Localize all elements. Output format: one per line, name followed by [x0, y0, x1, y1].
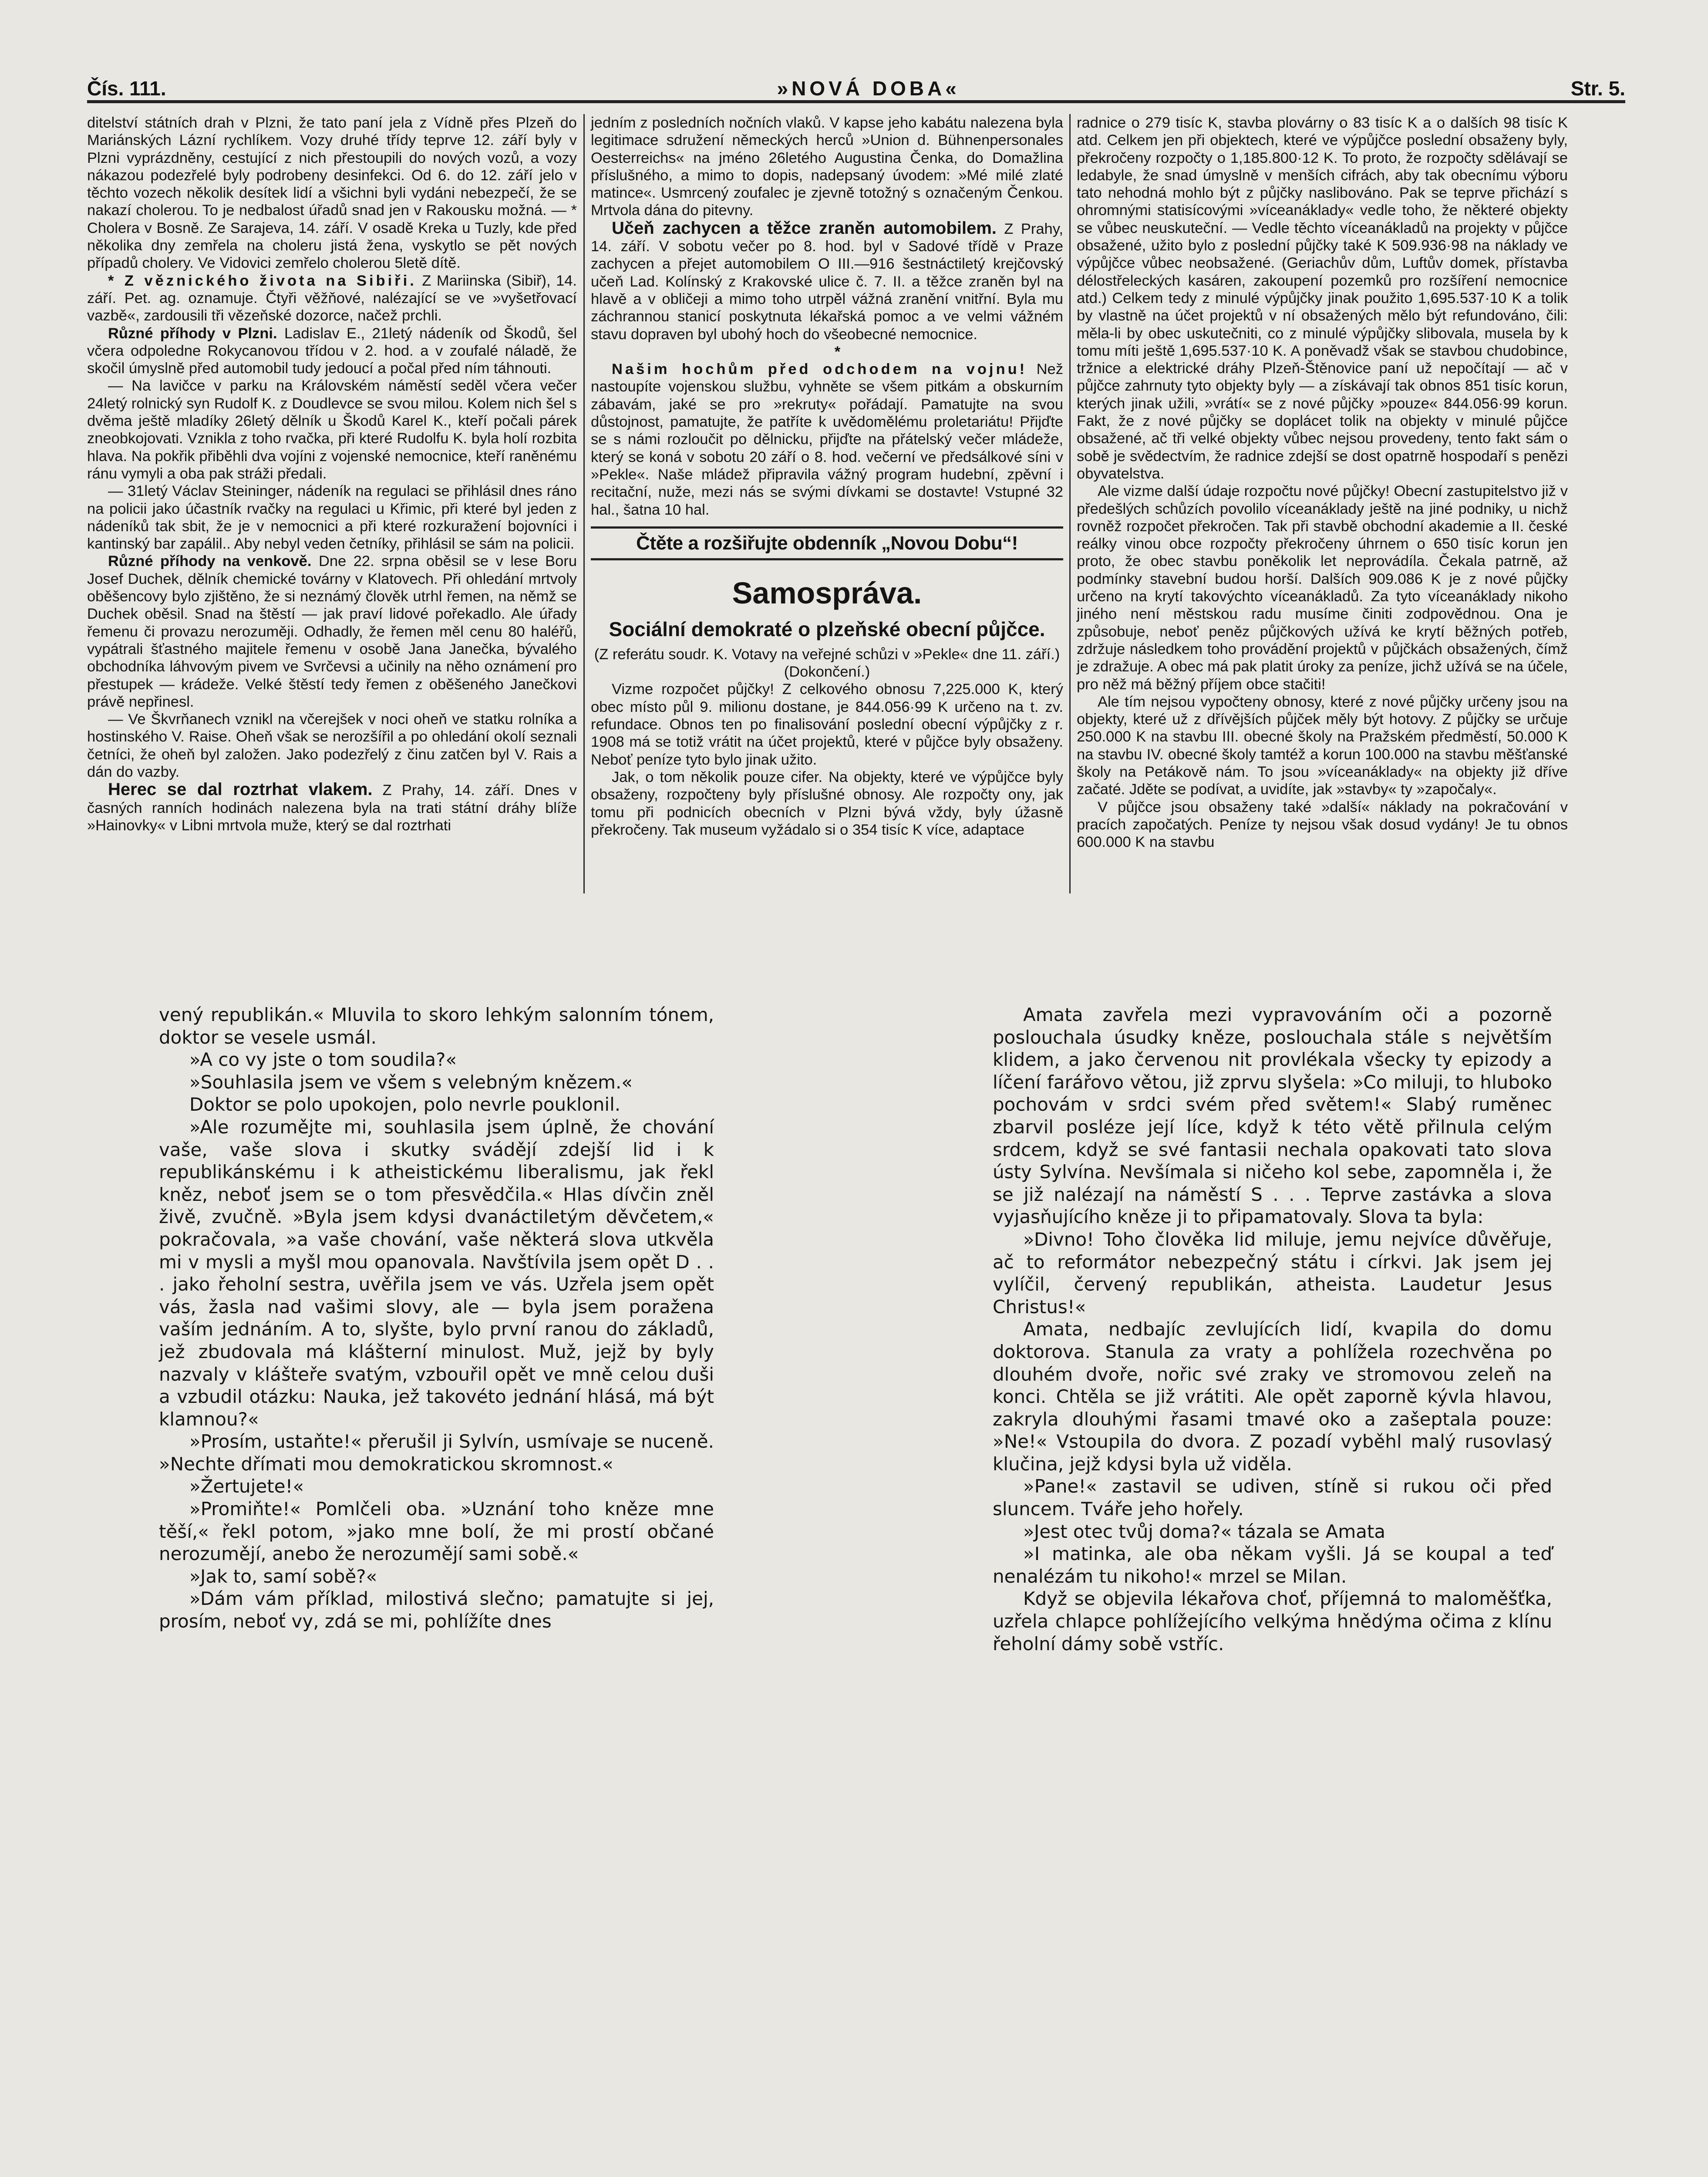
feuilleton-left [159, 1004, 714, 1983]
paragraph: — Na lavičce v parku na Královském náměstí seděl včera večer 24letý rolnický syn Rudolf K. z Doudlevce se svou milou. Kolem nich šel s dvěma ještě mladíky 26letý dělník u Škodů Karel K., kteří počali párek zneobkojovati. Vznikla z toho rvačka, při které Rudolfu K. byla holí rozbita hlava. Na pokřik přiběhli dva vojíni z vojenské nemocnice, kteří raněnému ránu vymyli a oba pak stráži předali. [87, 377, 577, 482]
headline: Různé příhody na venkově. [108, 553, 312, 570]
paragraph: »Žertujete!« [189, 1476, 304, 1497]
paragraph: »Ale rozumějte mi, souhlasila jsem úplně, že chování vaše, vaše slova i skutky svádějí zdejší lid i k republikánskému i k atheistickému liberalismu, jak řekl kněz, neboť jsem se o tom přesvědčila.« Hlas dívčin zněl živě, zvučně. »Byla jsem kdysi dvanáctiletým děvčetem,« pokračovala, »a vaše chování, vaše některá slova utkvěla mi v mysli a myšl mou opanovala. Navštívila jsem opět D . . . jako řeholní sestra, uvěřila jsem ve vás. Uzřela jsem opět vás, žasla nad vašimi slovy, ale — byla jsem poražena vaším jednáním. A to, slyšte, bylo první ranou do základů, jež zbudovala má klášterní minulost. Muž, jejž by byly nazvaly v klášteře svatým, vzbouřil opět ve mně celou duši a vzbudil otázku: Nauka, jež takovéto jednání hlásá, má být klamnou?« [159, 1116, 714, 1430]
headline: * Z věznického života na Sibiři. [108, 272, 417, 289]
newspaper-title: »NOVÁ DOBA« [777, 77, 960, 100]
paragraph: Ale vizme další údaje rozpočtu nové půjčky! Obecní zastupitelstvo již v předešlých schůzích povolilo víceanáklady ještě na jiné podniky, u nichž rovněž rozpočet překročen. Tak při stavbě obchodní akademie a II. české reálky vinou obce rozpočty překročeny úhrnem o 650 tisíc korun jen proto, že obec stavbu poněkolik let neprovádíla. Čekala patrně, až podmínky stavební budou horší. Dalších 909.086 K je z nové půjčky určeno na krytí takovýchto víceanákladů. Za tyto víceanáklady nikoho jiného není městskou radu musíme činiti zodpovědnou. Ona je způsobuje, neboť peněz půjčkových užívá ke krytí běžných potřeb, zdržuje následkem toho provádění projektů v půjčkách obsažených, čímž je zdražuje. A obec má pak platit úroky za peníze, jichž užívá se na účele, pro něž má běžný příjem obce stačiti! [1077, 483, 1568, 693]
paragraph-text: Než nastoupíte vojenskou službu, vyhněte se všem pitkám a obskurním zábavám, jaké se pro »rekruty« pořádají. Pamatujte na svou důstojnost, pamatujte, že patříte k uvědomělému proletariátu! Přijďte se s námi rozloučit po dělnicku, přijďte na přátelský večer mládeže, který se koná v sobotu 20 září o 8. hod. večerní ve předsálkové síni v »Pekle«. Naše mládež připravila vážný program hudební, zpěvní i recitační, nuže, mezi nás se svými dívkami se dostavte! Vstupné 32 hal., šatna 10 hal. [591, 361, 1063, 518]
paragraph: Amata, nedbajíc zevlujících lidí, kvapila do domu doktorova. Stanula za vraty a pohlížela rozechvěna po dlouhém dvoře, nořic své zraky ve stromovou zeleň na konci. Chtěla se již vrátiti. Ale opět zaporně kývla hlavou, zakryla dlouhými řasami tmavé oko a zašeptala pouze: »Ne!« Vstoupila do dvora. Z pozadí vyběhl malý rusovlasý klučina, jejž kdysi byla už viděla. [993, 1318, 1552, 1475]
paragraph [87, 553, 577, 711]
headline: Učeň zachycen a těžce zraněn automobilem. [612, 218, 997, 238]
issue-number: Čís. 111. [87, 77, 166, 100]
article-subtitle: (Z referátu soudr. K. Votavy na veřejné schůzi v »Pekle« dne 11. září.) [594, 646, 1060, 663]
page-header [87, 65, 1625, 103]
column-divider [1069, 114, 1071, 893]
paragraph: Ale tím nejsou vypočteny obnosy, které z nové půjčky určeny jsou na objekty, které už z dřívějších půjček měly být hotovy. Z půjčky se určuje 250.000 K na stavbu III. obecné školy na Pražském předměstí, 50.000 K na stavbu IV. obecné školy tamtéž a korun 100.000 na stavbu měšťanské školy na Petákově nám. To jsou »víceanáklady« na objekty již dříve začaté. Jděte se podívat, a uvidíte, jak »stavby« ty »započaly«. [1077, 693, 1568, 798]
news-column-3 [1077, 114, 1568, 893]
paragraph: »I matinka, ale oba někam vyšli. Já se koupal a teď nenalézám tu nikoho!« mrzel se Milan. [993, 1543, 1552, 1587]
article-title: Sociální demokraté o plzeňské obecní půjčce. [609, 617, 1045, 640]
news-column-1 [87, 114, 577, 889]
paragraph: ditelství státních drah v Plzni, že tato paní jela z Vídně přes Plzeň do Mariánských Lázní rychlíkem. Vozy druhé třídy teprve 12. září byly v Plzni vyprázdněny, cestující z nich přestoupili do nových vozů, a vozy nákazou podezřelé byly podrobeny desinfekci. Od 6. do 12. září jelo v těchto vozech několik desítek lidí a všichni byli vydáni nebezpečí, že se nakazí cholerou. To je nedbalost úřadů snad jen v Rakousku možná. — * Cholera v Bosně. Ze Sarajeva, 14. září. V osadě Kreka u Tuzly, kde před několika dny zemřela na choleru jistá žena, vyskytlo se pět nových případů cholery. Ve Vidovici zemřelo cholerou 5letě dítě. [87, 115, 577, 272]
paragraph: »Pane!« zastavil se udiven, stíně si rukou oči před sluncem. Tváře jeho hořely. [993, 1476, 1552, 1520]
paragraph: »Souhlasila jsem ve všem s velebným knězem.« [189, 1071, 633, 1093]
paragraph: radnice o 279 tisíc K, stavba plovárny o 83 tisíc K a o dalších 98 tisíc K atd. Celkem jen při objektech, které ve výpůjčce poslední obsaženy byly, překročeny rozpočty o 1,185.800·12 K. To proto, že rozpočty sdělávají se ledabyle, že snad úmyslně v menších cifrách, aby tak obecnímu výboru tato nehodná mohlo být z půjčky naslibováno. Pak se teprve přichází s ohromnými statisícovými »víceanáklady« vedle toho, že některé objekty se vůbec neuskuteční. — Vedle těchto víceanákladů na projekty v půjčce obsažené, užito bylo z poslední půjčky také K 509.936·98 na náklady ve výpůjčce vůbec neobsažené. (Geriachův dům, Luftův domek, přístavba délostřeleckých kasáren, zakoupení pozemků pro rozšíření nemocnice atd.) Celkem tedy z minulé výpůjčky jinak použito 1,695.537·10 K a tolik by vlastně na účet projektů v ní obsažených mělo být refundováno, čili: měla-li by obec uskutečniti, co z minulé výpůjčky slibovala, musela by k tomu míti ještě 1,695.537·10 K. A poněvadž však se stavbou chudobince, tržnice a elektrické dráhy Plzeň-Štěnovice paní už nepočítají — ač v půjčce zahrnuty tyto objekty byly — a získávají tak obnos 851 tisíc korun, kterých jinak užili, »vrátí« se z nové půjčky »pouze« 844.056·99 korun. Fakt, že z nové půjčky se doplácet tolik na objekty v minulé půjčce obsažené, ač tři velké objekty vůbec nejsou provedeny, tento fakt sám o sobě je svědectvím, že radnice zdejší se dost opatrně hospodaří s penězi obyvatelstva. [1077, 115, 1568, 482]
paragraph: — 31letý Václav Steininger, nádeník na regulaci se přihlásil dnes ráno na policii jako účastník rvačky na regulaci u Křimic, při které byl jeden z nádeníků tak sbit, že je v nemocnici a při které rozkuražení bojovníci i kantinský bar zapálil.. Aby nebyl veden četníky, přihlásil se sám na policii. [87, 483, 577, 553]
paragraph: V půjčce jsou obsaženy také »další« náklady na pokračování v pracích započatých. Peníze ty nejsou však dosud vydány! Je tu obnos 600.000 K na stavbu [1077, 799, 1568, 851]
separator-star: * [834, 343, 841, 360]
paragraph [87, 781, 577, 834]
paragraph: — Ve Škvrňanech vznikl na včerejšek v noci oheň ve statku rolníka a hostinského V. Raise. Oheň však se nerozšířil a po ohledání okolí seznali četníci, že oheň byl založen. Jako podezřelý z činu zatčen byl V. Rais a dán do vazby. [87, 711, 577, 780]
paragraph: Jak, o tom několik pouze cifer. Na objekty, které ve výpůjčce byly obsaženy, rozpočteny byly příslušné obnosy. Ale rozpočty ony, jak tomu při podnicích obecních v Plzni bývá vždy, byly úžasně překročeny. Tak museum vyžádalo si o 354 tisíc K více, adaptace [591, 768, 1063, 838]
paragraph-text: Dne 22. srpna oběsil se v lese Boru Josef Duchek, dělník chemické továrny v Klatovech. Při ohledání mrtvoly oběšencovy bylo zjištěno, že si neznámý člověk utrhl řemen, na němž se Duchek oběsil. Snad na štěstí — jak praví lidové pořekadlo. Ale úřady řemenu či provazu nerozuměji. Odhadly, že řemen měl cenu 80 haléřů, vypátrali šťastného majitele řemenu v osobě Jana Janečka, bývalého obchodníka láhvovým pivem ve Svrčevsi a učinily na něho oznámení pro přestupek — krádeže. Velké štěstí tedy řemen z oběšeného Janečkovi právě nepřinesl. [87, 553, 577, 710]
paragraph: »Jak to, samí sobě?« [189, 1565, 377, 1587]
paragraph: »Promiňte!« Pomlčeli oba. »Uznání toho kněze mne těší,« řekl potom, »jako mne bolí, že mi prostí občané nerozumějí, anebo že nerozumějí sami sobě.« [159, 1498, 714, 1565]
paragraph-text: Ladislav E., 21letý nádeník od Škodů, šel včera odpoledne Rokycanovou třídou v 2. hod. a v zoufalé náladě, že skočil úmyslně před automobil tudy jedoucí a počal před ním táhnouti. [87, 325, 577, 377]
paragraph: Doktor se polo upokojen, polo nevrle pouklonil. [189, 1094, 621, 1115]
headline: Různé příhody v Plzni. [108, 325, 277, 342]
paragraph: Když se objevila lékařova choť, příjemná to maloměšťka, uzřela chlapce pohlížejícího velkýma hnědýma očima z klínu řeholní dámy sobě vstříc. [993, 1588, 1552, 1655]
paragraph: Amata zavřela mezi vypravováním oči a pozorně poslouchala úsudky kněze, poslouchala stále s největším klidem, a jako červenou nit provlékala všecky ty epizody a líčení farářovo větou, již zprvu slyšela: »Co miluji, to hluboko pochovám v srdci svém před světem!« Slabý ruměnec zbarvil posléze její líce, když k této větě přilnula celým srdcem, když se své fantasii nechala opakovati tato slova ústy Sylvína. Nevšímala si ničeho kol sebe, zapomněla i, že se již nalézají na náměstí S . . . Teprve zastávka a slova vyjasňujícího kněze ji to připamatovaly. Slova ta byla: [993, 1004, 1552, 1228]
paragraph: jedním z posledních nočních vlaků. V kapse jeho kabátu nalezena byla legitimace sdružení německých herců »Union d. Bühnenpersonales Oesterreichs« na jméno 26letého Augustina Čenka, do Domažlina příslušného, a mimo to dopis, nadepsaný úvodem: »Mé milé zlaté matince«. Usmrcený zoufalec je zjevně totožný s označeným Čenkou. Mrtvola dána do pitevny. [591, 115, 1063, 219]
page-number: Str. 5. [1570, 77, 1625, 100]
paragraph: »Divno! Toho člověka lid miluje, jemu nejvíce důvěřuje, ač to reformátor nebezpečný státu i církvi. Jak jsem jej vylíčil, červený republikán, atheista. Laudetur Jesus Christus!« [993, 1228, 1552, 1318]
headline: Našim hochům před odchodem na vojnu! [612, 361, 1027, 378]
article-continuation: (Dokončení.) [784, 664, 870, 681]
paragraph [87, 325, 577, 377]
headline: Herec se dal roztrhat vlakem. [108, 780, 373, 799]
paragraph [591, 219, 1063, 343]
feuilleton-right [993, 1004, 1552, 1983]
paragraph: Vizme rozpočet půjčky! Z celkového obnosu 7,225.000 K, který obec místo půl 9. milionu dostane, je 844.056·99 K určeno na t. zv. refundace. Obnos ten po finalisování poslední obecní výpůjčky z r. 1908 má se totiž vrátit na účet projektů, které v půjčce byly obsaženy. Neboť peníze tyto bylo jinak užito. [591, 681, 1063, 768]
paragraph [87, 272, 577, 325]
paragraph: »A co vy jste o tom soudila?« [189, 1049, 457, 1071]
promo-banner: Čtěte a rozšiřujte obdenník „Novou Dobu“! [591, 526, 1063, 560]
news-column-2 [591, 114, 1063, 893]
paragraph: »Jest otec tvůj doma?« tázala se Amata [1023, 1520, 1386, 1542]
paragraph-text: Z Prahy, 14. září. Dnes v časných ranních hodinách nalezena byla na trati státní dráhy blíže »Hainovky« v Libni mrtvola muže, který se dal roztrhati [87, 782, 577, 834]
paragraph [591, 361, 1063, 519]
paragraph: vený republikán.« Mluvila to skoro lehkým salonním tónem, doktor se vesele usmál. [159, 1004, 714, 1048]
paragraph: »Dám vám příklad, milostivá slečno; pamatujte si jej, prosím, neboť vy, zdá se mi, pohlížíte dnes [159, 1588, 714, 1632]
paragraph-text: Z Prahy, 14. září. V sobotu večer po 8. hod. byl v Sadové třídě v Praze zachycen a přejet automobilem O III.—916 šestnáctiletý krejčovský učeň Lad. Kolínský z Krakovské ulice č. 7. II. a těžce zraněn byl na hlavě a v obličeji a mimo toho utrpěl vážná zranění vnitřní. Byla mu záchrannou stanicí poskytnuta lékařská pomoc a ve velmi vážném stavu dopraven byl ubohý hoch do všeobecné nemocnice. [591, 220, 1064, 343]
section-title: Samospráva. [732, 576, 922, 610]
paragraph: »Prosím, ustaňte!« přerušil ji Sylvín, usmívaje se nuceně. »Nechte dřímati mou demokratickou skromnost.« [159, 1431, 714, 1475]
column-divider [583, 114, 585, 893]
paragraph-text: Z Mariinska (Sibiř), 14. září. Pet. ag. oznamuje. Čtyři věžňové, nalézající se ve »vyšetřovací vazbě«, zardousili tři vězeňské dozorce, načež prchli. [87, 272, 577, 324]
